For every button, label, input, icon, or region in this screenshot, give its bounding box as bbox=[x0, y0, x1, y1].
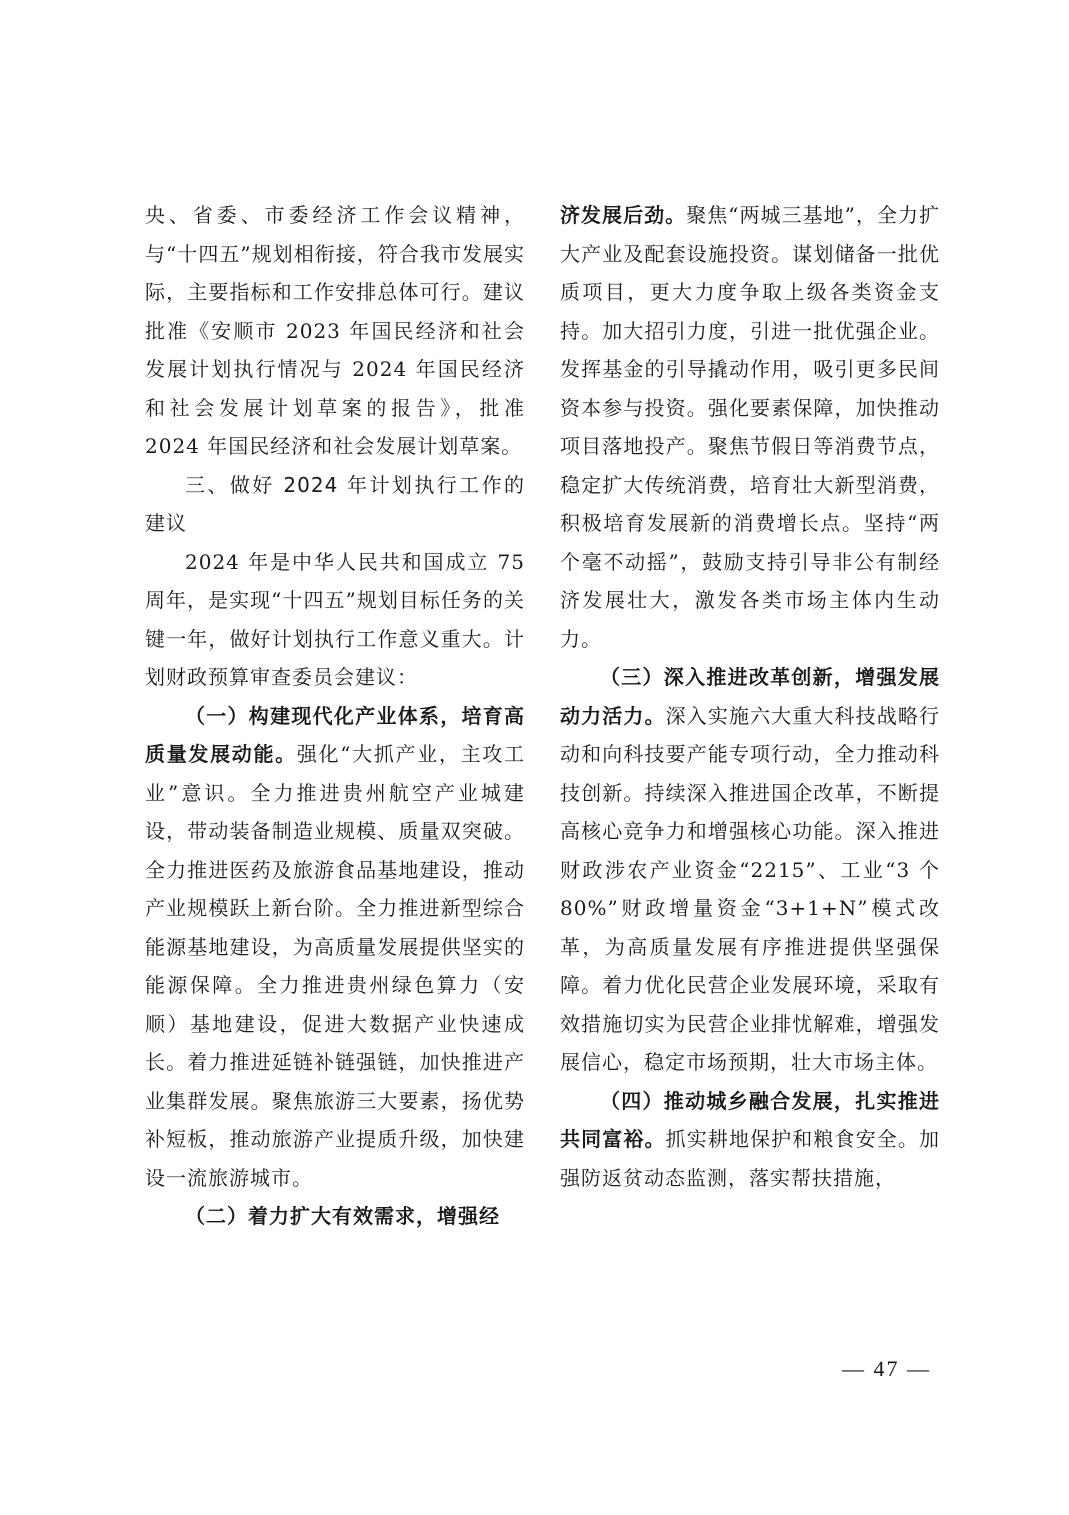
item-4-title: （四）推动城乡融合发展，扎实推进共同富裕。 bbox=[560, 1088, 940, 1151]
item-1-paragraph bbox=[145, 697, 525, 1198]
item-4-paragraph bbox=[560, 1082, 940, 1198]
right-column bbox=[560, 196, 940, 1197]
paragraph-report-approval: 央、省委、市委经济工作会议精神，与“十四五”规划相衔接，符合我市发展实际，主要指标和工作安排总体可行。建议批准《安顺市 2023 年国民经济和社会发展计划执行情况与 2024 年国民经济和社会发展计划草案的报告》，批准 2024 年国民经济和社会发展计划草案。 bbox=[145, 203, 525, 458]
item-2-title-start: （二）着力扩大有效需求，增强经 bbox=[185, 1204, 500, 1228]
item-1-body: 强化“大抓产业，主攻工业”意识。全力推进贵州航空产业城建设，带动装备制造业规模、质量双突破。全力推进医药及旅游食品基地建设，推动产业规模跃上新台阶。全力推进新型综合能源基地建设，为高质量发展提供坚实的能源保障。全力推进贵州绿色算力（安顺）基地建设，促进大数据产业快速成长。着力推进延链补链强链，加快推进产业集群发展。聚焦旅游三大要素，扬优势补短板，推动旅游产业提质升级，加快建设一流旅游城市。 bbox=[145, 742, 526, 1190]
page-number: — 47 — bbox=[842, 1356, 931, 1381]
left-column bbox=[145, 196, 525, 1236]
item-3-paragraph bbox=[560, 658, 940, 1082]
item-2-title-start-paragraph bbox=[145, 1197, 525, 1236]
item-2-body: 聚焦“两城三基地”，全力扩大产业及配套设施投资。谋划储备一批优质项目，更大力度争取上级各类资金支持。加大招引力度，引进一批优强企业。发挥基金的引导撬动作用，吸引更多民间资本参与投资。强化要素保障，加快推动项目落地投产。聚焦节假日等消费节点，稳定扩大传统消费，培育壮大新型消费，积极培育发展新的消费增长点。坚持“两个毫不动摇”，鼓励支持引导非公有制经济发展壮大，激发各类市场主体内生动力。 bbox=[560, 203, 941, 651]
item-1-title: （一）构建现代化产业体系，培育高质量发展动能。 bbox=[145, 703, 525, 766]
item-2-title-end: 济发展后劲。 bbox=[560, 203, 687, 227]
item-3-title: （三）深入推进改革创新，增强发展动力活力。 bbox=[560, 665, 940, 728]
item-3-body: 深入实施六大重大科技战略行动和向科技要产能专项行动，全力推动科技创新。持续深入推进国企改革，不断提高核心竞争力和增强核心功能。深入推进财政涉农产业资金“2215”、工业“3 个 80%”财政增量资金“3+1+N”模式改革，为高质量发展有序推进提供坚强保障。着力优化民营企业发展环境，采取有效措施切实为民营企业排忧解难，增强发展信心，稳定市场预期，壮大市场主体。 bbox=[560, 703, 941, 1074]
section-heading-suggestions: 三、做好 2024 年计划执行工作的建议 bbox=[145, 472, 525, 535]
item-2-paragraph bbox=[560, 196, 940, 658]
item-4-body: 抓实耕地保护和粮食安全。加强防返贫动态监测，落实帮扶措施， bbox=[560, 1127, 941, 1190]
paragraph-2024-significance: 2024 年是中华人民共和国成立 75 周年，是实现“十四五”规划目标任务的关键一年，做好计划执行工作意义重大。计划财政预算审查委员会建议： bbox=[145, 549, 525, 689]
